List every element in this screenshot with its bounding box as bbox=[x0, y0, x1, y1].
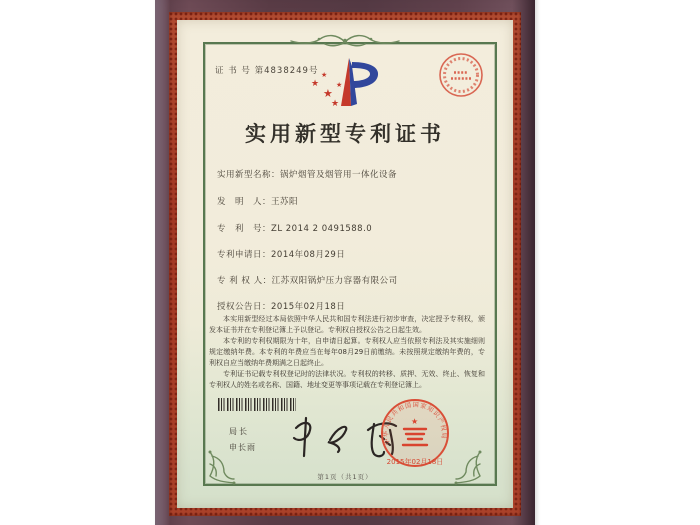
field-value: 江苏双阳锅炉压力容器有限公司 bbox=[271, 276, 398, 286]
seal-authority-text: 中华人民共和国国家知识产权局 bbox=[382, 401, 448, 446]
certificate-paper bbox=[177, 20, 513, 508]
field-label: 发 明 人： bbox=[217, 197, 272, 207]
certificate-body-text bbox=[209, 314, 485, 391]
field-inventor bbox=[217, 195, 489, 207]
patent-office-logo-icon bbox=[309, 54, 381, 110]
body-paragraph: 本专利的专利权期限为十年，自申请日起算。专利权人应当依照专利法及其实施细则规定缴纳年费。本专利的年费应当在每年08月29日前缴纳。未按照规定缴纳年费的，专利权自应当缴纳年费期满之日起终止。 bbox=[209, 337, 485, 367]
corner-flourish-icon bbox=[454, 450, 484, 486]
certificate-title: 实用新型专利证书 bbox=[245, 121, 445, 146]
star-icon: ★ bbox=[321, 71, 328, 79]
frame-inner-red-band bbox=[169, 12, 521, 516]
body-paragraph: 本实用新型经过本局依照中华人民共和国专利法进行初步审查，决定授予专利权，颁发本证书并在专利登记簿上予以登记。专利权自授权公告之日起生效。 bbox=[209, 315, 485, 334]
field-label: 专 利 号： bbox=[217, 224, 272, 234]
field-label: 专 利 权 人： bbox=[217, 276, 272, 286]
seal-date: 2015年02月18日 bbox=[386, 458, 444, 466]
star-icon: ★ bbox=[331, 99, 340, 109]
star-icon: ★ bbox=[311, 79, 320, 89]
wooden-frame bbox=[155, 0, 535, 525]
field-utility-model-name bbox=[217, 168, 489, 180]
corner-flourish-icon bbox=[206, 450, 236, 486]
field-label: 专利申请日： bbox=[217, 250, 272, 260]
barcode bbox=[218, 398, 296, 411]
field-patentee bbox=[217, 274, 489, 286]
director-printed-name: 申长雨 bbox=[229, 443, 256, 452]
certificate-number: 证 书 号 第4838249号 bbox=[215, 66, 319, 76]
field-label: 实用新型名称： bbox=[217, 170, 281, 180]
star-icon: ★ bbox=[336, 81, 343, 89]
field-grant-date bbox=[217, 300, 489, 312]
field-application-date bbox=[217, 248, 489, 260]
body-paragraph: 专利证书记载专利权登记时的法律状况。专利权的转移、质押、无效、终止、恢复和专利权人的姓名或名称、国籍、地址变更等事项记载在专利登记簿上。 bbox=[209, 370, 485, 389]
director-title: 局长 bbox=[229, 427, 249, 436]
star-icon: ★ bbox=[323, 87, 333, 100]
top-border-ornament-icon bbox=[285, 31, 405, 51]
star-icon: ★ bbox=[411, 417, 419, 426]
field-value: 2014年08月29日 bbox=[271, 250, 346, 260]
field-value: 2015年02月18日 bbox=[271, 302, 346, 312]
field-label: 授权公告日： bbox=[217, 302, 272, 312]
agency-round-seal-icon bbox=[437, 51, 485, 99]
field-value: 王苏阳 bbox=[271, 197, 299, 207]
field-value: 锅炉烟管及烟管用一体化设备 bbox=[280, 170, 398, 180]
field-patent-number bbox=[217, 222, 489, 234]
page-footer: 第1页（共1页） bbox=[317, 473, 373, 481]
field-value: ZL 2014 2 0491588.0 bbox=[271, 224, 373, 234]
